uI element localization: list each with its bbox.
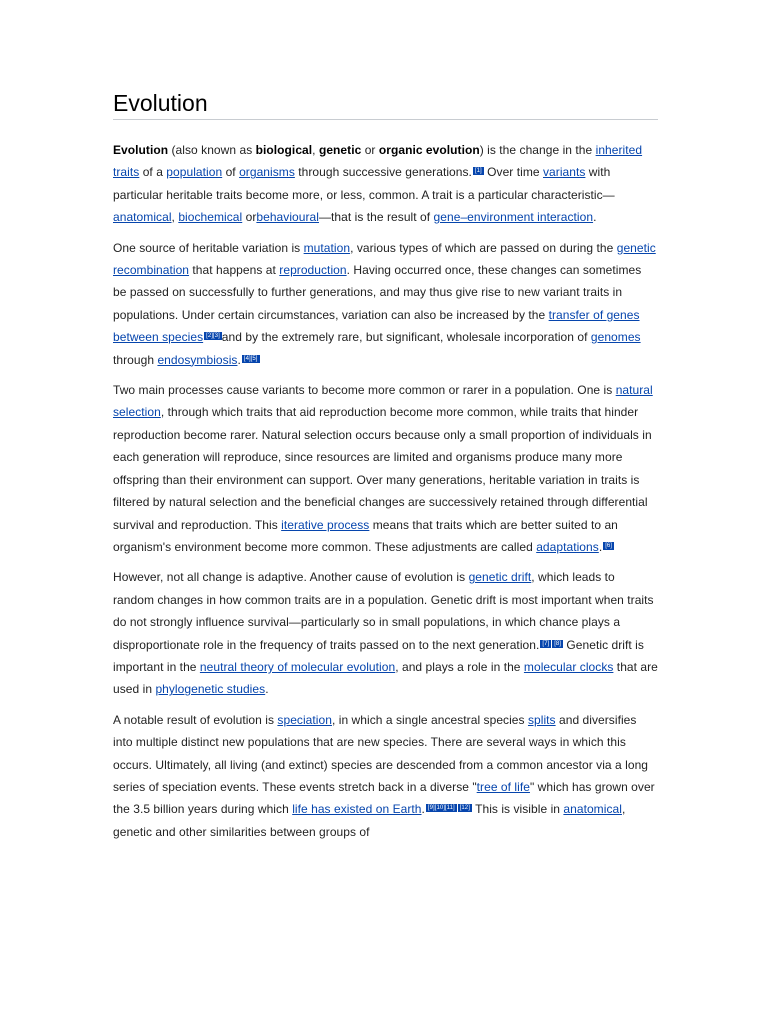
link-mutation[interactable]: mutation (303, 240, 351, 255)
article-body (113, 88, 658, 851)
link-endosymbiosis[interactable]: endosymbiosis (157, 352, 238, 367)
text-run: with particular heritable traits become more, or less, common. A trait is a particular characteristic— (113, 165, 615, 202)
text-run: ) is the change in the (479, 143, 596, 157)
citation-link[interactable]: [8] (554, 640, 562, 647)
text-run: " which has grown over the 3.5 billion years during which (113, 779, 655, 817)
text-run: means that traits which are better suited to an organism's environment become more common. These adjustments are called (113, 517, 618, 554)
text-run: . Having occurred once, these changes can sometimes be passed on successfully to further generations, and may thus give rise to new variant traits in populations. Under certain circumstances, variation can also be increased by the (113, 263, 642, 322)
citation (458, 805, 472, 811)
paragraph-genetic-drift (113, 566, 658, 700)
citation (552, 641, 563, 647)
text-run: of (222, 165, 240, 180)
bold-term-genetic: genetic (318, 143, 362, 157)
text-run: . (265, 682, 269, 697)
text-run: , which leads to random changes in how common traits are in a population. Genetic drift is most important when traits do not strongly influence survival—particularly so in small populations, in which chance plays a disproportionate role in the frequency of traits passed on to the next generation. (113, 570, 654, 652)
text-run: —that is the result of (319, 210, 434, 225)
link-behavioural[interactable]: behavioural (256, 210, 319, 225)
text-run: or (242, 210, 257, 225)
text-run: , in which a single ancestral species (331, 712, 528, 727)
link-molecular-clocks[interactable]: molecular clocks (523, 659, 614, 674)
text-run: One source of heritable variation is (113, 240, 304, 255)
text-run: through (113, 352, 158, 367)
text-run: that are used in (113, 659, 658, 697)
text-run: and diversifies into multiple distinct new populations that are new species. There are several ways in which this occurs. Ultimately, all living (and extinct) species are descended from a common ancestor via a long series of speciation events. These events stretch back in a diverse " (113, 712, 649, 794)
citation-link[interactable]: [2][3] (206, 333, 220, 340)
citation (242, 356, 260, 362)
link-organisms[interactable]: organisms (239, 165, 295, 180)
paragraph-variation (113, 237, 658, 371)
citation-link[interactable]: [6] (605, 542, 613, 549)
text-run: , various types of which are passed on during the (350, 240, 617, 255)
citation (426, 805, 457, 811)
text-run: . (598, 539, 603, 554)
paragraph-intro (113, 139, 658, 229)
text-run: Genetic drift is important in the (113, 637, 644, 674)
link-splits[interactable]: splits (527, 712, 556, 727)
link-anatomical[interactable]: anatomical (113, 210, 172, 225)
link-biochemical[interactable]: biochemical (178, 210, 243, 225)
page-title: Evolution (113, 88, 658, 120)
link-life-on-earth[interactable]: life has existed on Earth (292, 802, 422, 817)
link-speciation[interactable]: speciation (277, 712, 332, 727)
citation-link[interactable]: [7] (542, 640, 550, 647)
link-reproduction[interactable]: reproduction (279, 263, 347, 278)
citation (603, 543, 614, 549)
bold-term-organic-evolution: organic evolution (378, 143, 480, 157)
citation-link[interactable]: [12] (459, 805, 470, 812)
citation-link[interactable]: [1] (474, 168, 482, 175)
link-traits[interactable]: traits (113, 165, 140, 180)
citation (204, 333, 222, 339)
link-genomes[interactable]: genomes (590, 330, 641, 345)
text-run: (also known as (168, 143, 256, 157)
text-run: , (171, 210, 179, 225)
text-run: This is visible in (471, 802, 564, 817)
link-genetic-recombination[interactable]: genetic recombination (113, 240, 656, 278)
text-run: Over time (483, 165, 543, 180)
paragraph-speciation (113, 709, 658, 843)
link-population[interactable]: population (166, 165, 223, 180)
text-run: or (361, 143, 379, 157)
link-inherited[interactable]: inherited (595, 143, 643, 157)
bold-term-evolution: Evolution (113, 143, 169, 157)
text-run: . (593, 210, 597, 225)
text-run: . (421, 802, 425, 817)
text-run: that happens at (189, 263, 280, 278)
text-run: However, not all change is adaptive. Another cause of evolution is (113, 570, 469, 585)
link-tree-of-life[interactable]: tree of life (476, 779, 530, 794)
text-run: and by the extremely rare, but significant, wholesale incorporation of (221, 330, 591, 345)
text-run: , genetic and other similarities between groups of (113, 802, 626, 839)
text-run: A notable result of evolution is (113, 712, 278, 727)
paragraph-natural-selection (113, 379, 658, 558)
citation-link[interactable]: [9][10][11] (427, 805, 455, 812)
bold-term-biological: biological (255, 143, 313, 157)
link-anatomical[interactable]: anatomical (563, 802, 622, 817)
text-run: , and plays a role in the (395, 659, 524, 674)
link-adaptations[interactable]: adaptations (536, 539, 599, 554)
text-run: Two main processes cause variants to become more common or rarer in a population. One is (113, 383, 616, 398)
link-natural-selection[interactable]: natural selection (113, 383, 653, 420)
link-genetic-drift[interactable]: genetic drift (468, 570, 532, 585)
link-transfer-of-genes[interactable]: transfer of genes between species (113, 307, 640, 345)
link-iterative-process[interactable]: iterative process (281, 517, 370, 532)
text-run: , (312, 143, 319, 157)
citation (473, 168, 484, 174)
citation-link[interactable]: [4][5] (243, 355, 258, 362)
link-variants[interactable]: variants (543, 165, 586, 180)
link-neutral-theory[interactable]: neutral theory of molecular evolution (199, 659, 396, 674)
citation (540, 641, 551, 647)
text-run: , through which traits that aid reproduction become more common, while traits that hinder reproduction become rarer. Natural selection occurs because only a small proportion of individuals in each generation will reproduce, since resources are limited and organisms produce many more offspring than their environment can support. Over many generations, heritable variation in traits is filtered by natural selection and the beneficial changes are successively retained through differential survival and reproduction. This (113, 405, 652, 532)
text-run: of a (139, 165, 167, 180)
link-gene-environment-interaction[interactable]: gene–environment interaction (433, 210, 594, 225)
link-phylogenetic-studies[interactable]: phylogenetic studies (155, 682, 266, 697)
text-run: through successive generations. (294, 165, 472, 180)
text-run: . (237, 352, 241, 367)
